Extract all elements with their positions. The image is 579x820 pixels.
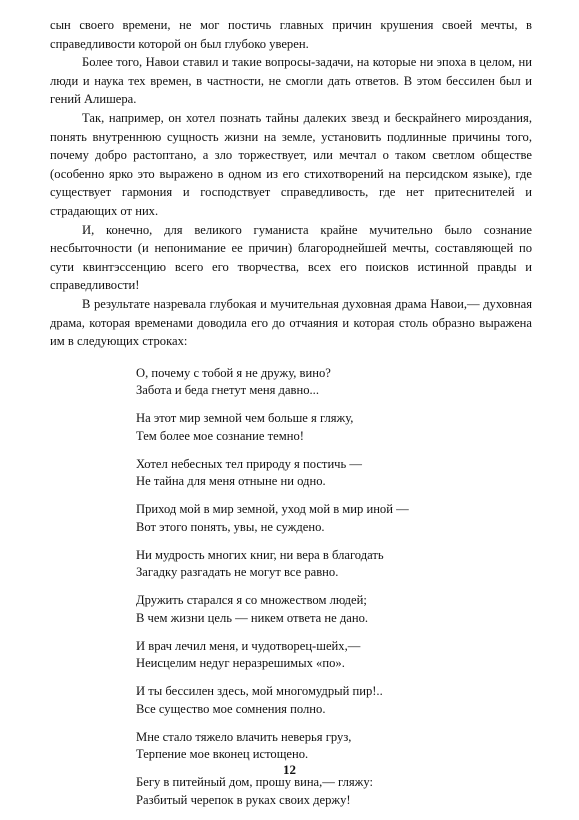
page-number: 12: [283, 762, 296, 777]
poem-line: Разбитый черепок в руках своих держу!: [136, 792, 351, 807]
poem-stanza: [136, 547, 532, 582]
poem-stanza: [136, 729, 532, 764]
poem-stanza: [136, 501, 532, 536]
poem-line: Бегу в питейный дом, прошу вина,— гляжу:: [136, 775, 373, 790]
poem-line: О, почему с тобой я не дружу, вино?: [136, 365, 331, 380]
poem-line: И врач лечил меня, и чудотворец-шейх,—: [136, 638, 361, 653]
paragraph: сын своего времени, не мог постичь главных причин крушения своей мечты, в справедливости которой он был глубоко уверен.: [50, 18, 532, 51]
poem-line: Дружить старался я со множеством людей;: [136, 593, 367, 608]
poem-line: И ты бессилен здесь, мой многомудрый пир!..: [136, 684, 383, 699]
page-body: [50, 16, 532, 820]
paragraph: В результате назревала глубокая и мучительная духовная драма Навои,— духовная драма, которая временами доводила его до отчаяния и которая столь образно выражена им в следующих строках:: [50, 296, 532, 349]
poem-line: Хотел небесных тел природу я постичь —: [136, 456, 362, 471]
paragraph: И, конечно, для великого гуманиста крайне мучительно было сознание несбыточности (и непонимание ее причин) благороднейшей мечты, составляющей по сути квинтэссенцию всего его творчества, всех его поисков истинной правды и справедливости!: [50, 222, 532, 293]
poem-line: Не тайна для меня отныне ни одно.: [136, 474, 326, 489]
poem-stanza: [136, 456, 532, 491]
poem-line: В чем жизни цель — никем ответа не дано.: [136, 610, 369, 625]
poem-stanza: [136, 774, 532, 809]
poem-stanza: [136, 638, 532, 673]
poem-line: Приход мой в мир земной, уход мой в мир иной —: [136, 502, 409, 517]
paragraph: Так, например, он хотел познать тайны далеких звезд и бескрайнего мироздания, понять внутреннюю сущность жизни на земле, установить подлинные причины того, почему добро растоптано, а зло торжествует, или мечтал о таком светлом обществе (особенно ярко это выражено в одном из его стихотворений на персидском языке), где существует гармония и господствует справедливость, где нет притеснителей и страдающих от них.: [50, 110, 532, 218]
paragraph: Более того, Навои ставил и такие вопросы-задачи, на которые ни эпоха в целом, ни люди и наука тех времен, в частности, не смогли дать ответов. В этом бессилен был и гений Алишера.: [50, 55, 532, 107]
poem-block: [136, 365, 532, 810]
poem-line: Ни мудрость многих книг, ни вера в благодать: [136, 547, 384, 562]
poem-line: Терпение мое вконец истощено.: [136, 747, 309, 762]
poem-line: Мне стало тяжело влачить неверья груз,: [136, 729, 352, 744]
poem-stanza: [136, 410, 532, 445]
poem-line: Тем более мое сознание темно!: [136, 428, 304, 443]
prose-section: [50, 16, 532, 351]
poem-line: Вот этого понять, увы, не суждено.: [136, 519, 325, 534]
poem-line: Все существо мое сомнения полно.: [136, 701, 326, 716]
poem-line: Загадку разгадать не могут все равно.: [136, 565, 339, 580]
poem-stanza: [136, 683, 532, 718]
poem-line: Неисцелим недуг неразрешимых «по».: [136, 656, 345, 671]
poem-line: Забота и беда гнетут меня давно...: [136, 383, 319, 398]
poem-stanza: [136, 592, 532, 627]
poem-stanza: [136, 365, 532, 400]
poem-line: На этот мир земной чем больше я гляжу,: [136, 411, 354, 426]
